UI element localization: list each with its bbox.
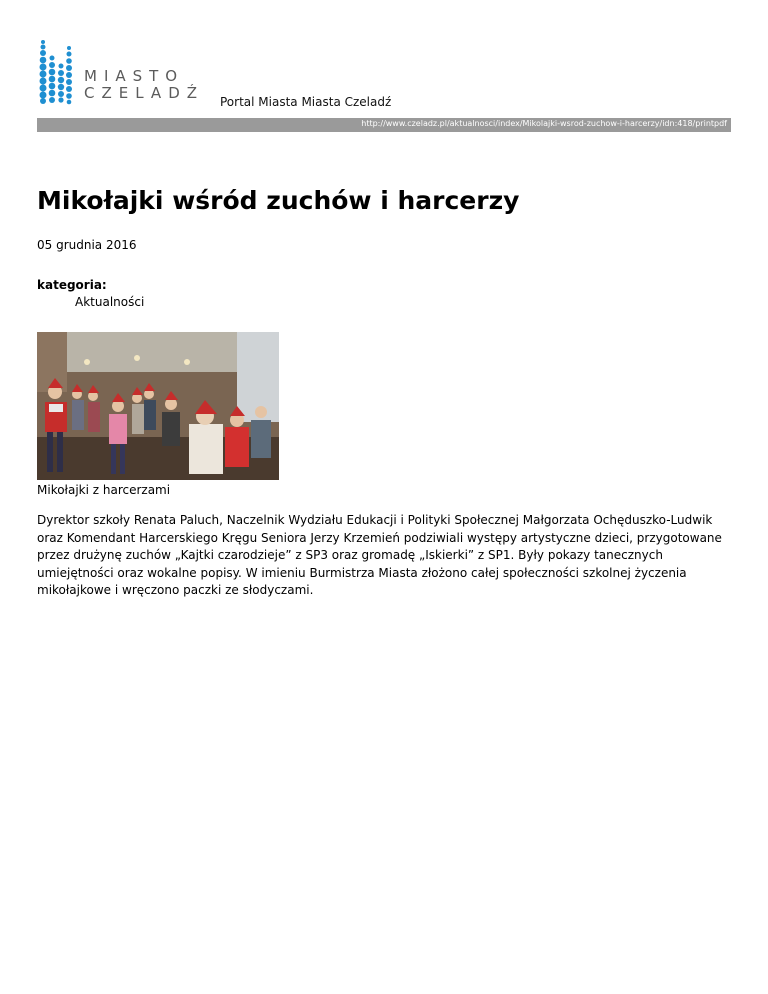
logo-dots-icon (37, 38, 77, 106)
category-label: kategoria: (37, 278, 107, 292)
article-title: Mikołajki wśród zuchów i harcerzy (37, 186, 520, 215)
logo-line-miasto: MIASTO (84, 67, 185, 85)
page-url[interactable]: http://www.czeladz.pl/aktualnosci/index/Mikolajki-wsrod-zuchow-i-harcerzy/idn:418/printpdf (361, 119, 727, 128)
category-value[interactable]: Aktualności (75, 295, 145, 309)
photo-image (37, 332, 279, 480)
portal-name: Portal Miasta Miasta Czeladź (220, 95, 392, 109)
article-photo[interactable] (37, 332, 279, 480)
url-bar (37, 118, 731, 132)
logo-wordmark (84, 68, 204, 102)
photo-caption: Mikołajki z harcerzami (37, 483, 171, 497)
article-body: Dyrektor szkoły Renata Paluch, Naczelnik Wydziału Edukacji i Polityki Społecznej Małgorzata Ochęduszko-Ludwik oraz Komendant Harcerskiego Kręgu Seniora Jerzy Krzemień podziwiali występy artystyczne dzieci, przygotowane przez drużynę zuchów „Kajtki czarodzieje” z SP3 oraz gromadę „Iskierki” z SP1. Były pokazy tanecznych umiejętności oraz wokalne popisy. W imieniu Burmistrza Miasta złożono całej społeczności szkolnej życzenia mikołajkowe i wręczono paczki ze słodyczami. (37, 513, 722, 597)
city-logo[interactable] (37, 38, 227, 108)
page-header (37, 38, 731, 133)
logo-line-czeladz: CZELADŹ (84, 84, 205, 102)
article-date: 05 grudnia 2016 (37, 238, 137, 252)
